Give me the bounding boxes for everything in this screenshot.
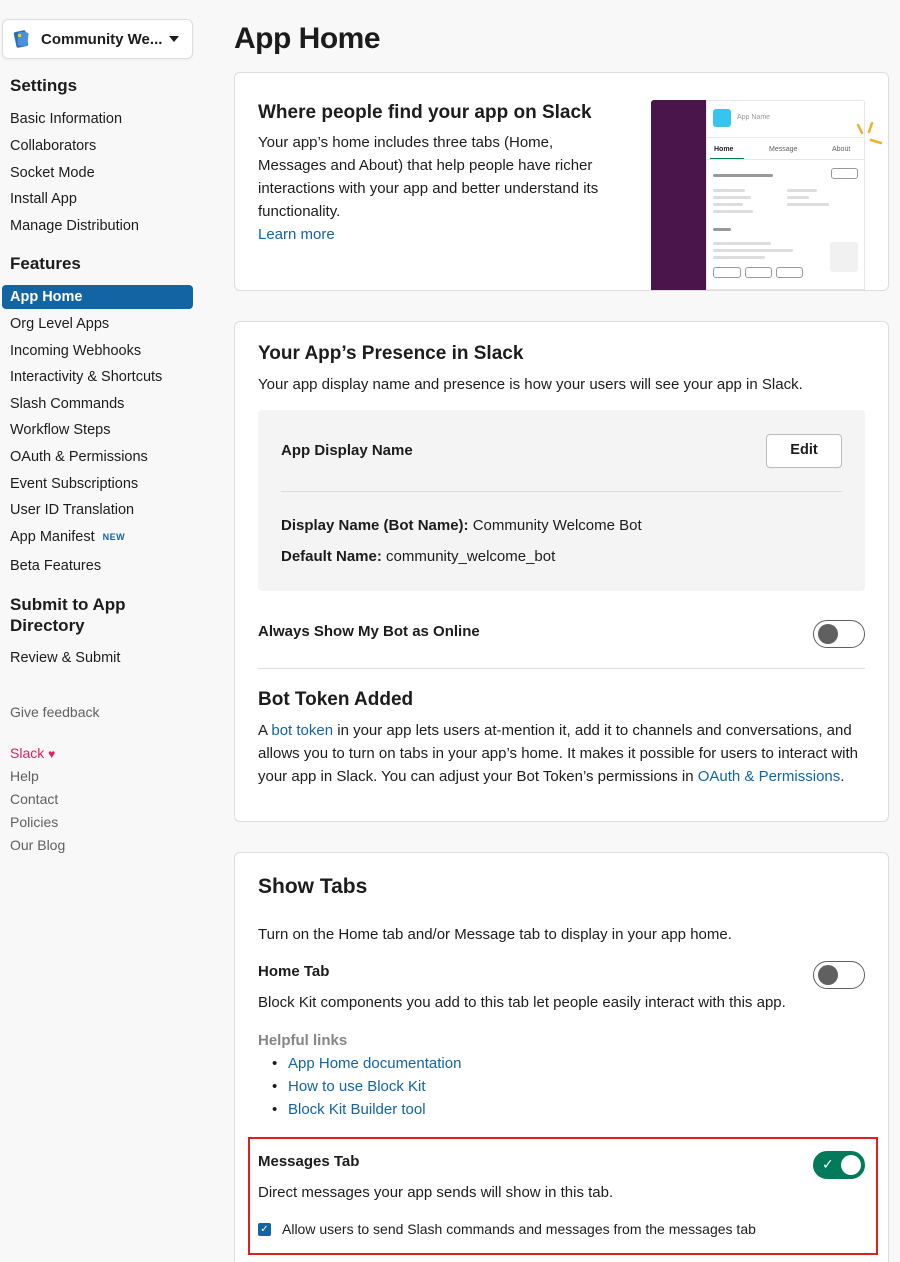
sidebar-item-review-submit[interactable]: Review & Submit: [10, 650, 121, 666]
allow-slash-commands-checkbox[interactable]: ✓: [258, 1223, 271, 1236]
bot-token-title: Bot Token Added: [258, 689, 414, 710]
token-text: allows you to turn on tabs in your app’s home. It makes it possible for users to interact with: [258, 745, 859, 762]
toggle-knob: [818, 624, 838, 644]
blog-link[interactable]: Our Blog: [10, 837, 66, 853]
show-tabs-title: Show Tabs: [258, 875, 368, 898]
slack-link[interactable]: [10, 744, 55, 763]
display-name-label: App Display Name: [281, 442, 413, 459]
app-name: Community We...: [41, 30, 163, 48]
toggle-knob: [818, 965, 838, 985]
block-kit-builder-link[interactable]: • Block Kit Builder tool: [288, 1098, 426, 1121]
preview-tab-home: Home: [714, 146, 734, 153]
sidebar-item-socket-mode[interactable]: Socket Mode: [10, 165, 95, 181]
preview-panel: [706, 100, 865, 290]
features-heading: Features: [10, 254, 81, 273]
find-card-line: Your app’s home includes three tabs (Home,: [258, 134, 554, 151]
period: .: [840, 768, 845, 785]
sidebar-item-label: App Manifest: [10, 529, 95, 545]
find-card-title: Where people find your app on Slack: [258, 102, 592, 123]
preview-tab-about: About: [832, 146, 851, 153]
sidebar-item-app-home[interactable]: App Home: [2, 285, 193, 309]
policies-link[interactable]: Policies: [10, 814, 59, 830]
find-card-body: [258, 131, 638, 246]
new-badge: NEW: [102, 532, 126, 543]
bot-name-label: Display Name (Bot Name):: [281, 517, 469, 534]
sidebar-item-slash-commands[interactable]: Slash Commands: [10, 396, 125, 412]
bot-name-row: [281, 514, 642, 537]
highlight-box: [248, 1137, 878, 1255]
show-tabs-subtitle: Turn on the Home tab and/or Message tab to display in your app home.: [258, 926, 732, 943]
preview-app-icon: [713, 109, 731, 127]
sidebar-item-oauth-permissions[interactable]: OAuth & Permissions: [10, 449, 148, 465]
submit-heading-line2: Directory: [10, 616, 85, 635]
check-icon: ✓: [822, 1156, 834, 1172]
app-home-preview-illustration: [651, 100, 865, 290]
find-card-line: interactions with your app and better understand its: [258, 180, 599, 197]
token-text: A: [258, 722, 272, 739]
token-text: in your app lets users at-mention it, add it to channels and conversations, and: [333, 722, 852, 739]
token-text: your app in Slack. You can adjust your Bot Token’s permissions in: [258, 768, 698, 785]
default-name-row: [281, 545, 555, 568]
home-tab-toggle[interactable]: [813, 961, 865, 989]
sidebar-item-event-subscriptions[interactable]: Event Subscriptions: [10, 476, 139, 492]
app-picker[interactable]: [2, 19, 193, 59]
preview-tab-message: Message: [769, 146, 798, 153]
contact-link[interactable]: Contact: [10, 791, 59, 807]
presence-card-title: Your App’s Presence in Slack: [258, 343, 524, 364]
default-name-label: Default Name:: [281, 548, 382, 565]
home-tab-description: Block Kit components you add to this tab let people easily interact with this app.: [258, 994, 786, 1011]
default-name-value: community_welcome_bot: [386, 548, 556, 565]
sparkle-icon: [853, 121, 889, 149]
slack-label: Slack: [10, 745, 45, 761]
bot-token-description: [258, 719, 868, 788]
find-card-line: functionality.: [258, 203, 341, 220]
chevron-down-icon[interactable]: [169, 36, 179, 42]
messages-tab-label: Messages Tab: [258, 1153, 360, 1170]
bot-name-value: Community Welcome Bot: [472, 517, 642, 534]
submit-heading-line1: Submit to App: [10, 595, 126, 614]
always-online-toggle[interactable]: [813, 620, 865, 648]
app-home-docs-link[interactable]: • App Home documentation: [288, 1052, 461, 1075]
app-logo-icon: [12, 29, 32, 49]
settings-heading: Settings: [10, 76, 78, 95]
sidebar-item-basic-information[interactable]: Basic Information: [10, 111, 123, 127]
always-online-label: Always Show My Bot as Online: [258, 623, 480, 640]
allow-slash-commands-label[interactable]: Allow users to send Slash commands and messages from the messages tab: [282, 1221, 756, 1237]
oauth-permissions-link[interactable]: OAuth & Permissions: [697, 768, 841, 785]
sidebar: [0, 0, 200, 1262]
helpful-links-heading: Helpful links: [258, 1032, 348, 1049]
sidebar-item-beta-features[interactable]: Beta Features: [10, 558, 102, 574]
home-tab-label: Home Tab: [258, 963, 330, 980]
presence-card-subtitle: Your app display name and presence is how your users will see your app in Slack.: [258, 376, 803, 393]
find-card-line: Messages and About) that help people have richer: [258, 157, 593, 174]
heart-icon: ♥: [48, 747, 56, 761]
presence-card: [234, 321, 889, 822]
find-app-card: [234, 72, 889, 291]
messages-tab-description: Direct messages your app sends will show in this tab.: [258, 1184, 614, 1201]
submit-heading: [10, 594, 126, 636]
sidebar-item-user-id-translation[interactable]: User ID Translation: [10, 502, 135, 518]
sidebar-item-collaborators[interactable]: Collaborators: [10, 138, 97, 154]
preview-sidebar: [651, 100, 706, 290]
sidebar-item-incoming-webhooks[interactable]: Incoming Webhooks: [10, 343, 142, 359]
sidebar-item-workflow-steps[interactable]: Workflow Steps: [10, 422, 111, 438]
help-link[interactable]: Help: [10, 768, 39, 784]
sidebar-item-install-app[interactable]: Install App: [10, 191, 77, 207]
edit-button[interactable]: Edit: [766, 434, 842, 468]
bot-token-link[interactable]: bot token: [271, 722, 334, 739]
block-kit-howto-link[interactable]: • How to use Block Kit: [288, 1075, 426, 1098]
page-title: App Home: [234, 22, 380, 55]
learn-more-link[interactable]: Learn more: [258, 226, 335, 243]
sidebar-item-org-level-apps[interactable]: Org Level Apps: [10, 316, 110, 332]
display-name-panel: [258, 410, 865, 591]
preview-app-name: App Name: [737, 114, 771, 121]
give-feedback-link[interactable]: Give feedback: [10, 704, 100, 720]
sidebar-item-manage-distribution[interactable]: Manage Distribution: [10, 218, 139, 234]
sidebar-item-app-manifest[interactable]: [10, 528, 125, 546]
sidebar-item-interactivity-shortcuts[interactable]: Interactivity & Shortcuts: [10, 369, 163, 385]
